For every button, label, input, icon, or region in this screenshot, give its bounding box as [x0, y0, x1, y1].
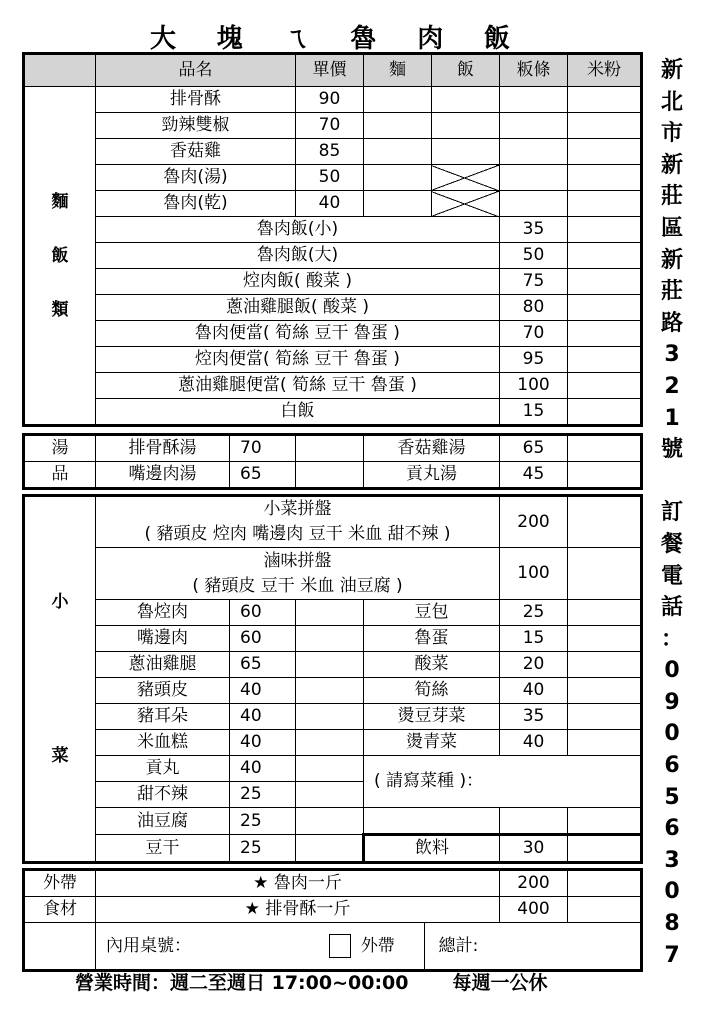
header-vermicelli: 米粉 [568, 54, 642, 87]
side-price: 25 [230, 835, 296, 863]
crossed-out-cell [432, 191, 500, 217]
side-price: 35 [500, 704, 568, 730]
sidebar-char: 6 [664, 816, 680, 842]
qty-rice-item[interactable] [568, 217, 642, 243]
category-char: 類 [51, 299, 69, 320]
closed-day: 每週一公休 [452, 972, 548, 994]
title-char: ㄟ [283, 24, 310, 54]
sidebar-char: 6 [664, 753, 680, 779]
business-hours: 營業時間：週二至週日 17:00~00:00 [75, 972, 409, 994]
side-name: 豬頭皮 [96, 678, 230, 704]
side-price: 25 [230, 782, 296, 808]
soup-price: 45 [500, 462, 568, 489]
category-sides [24, 496, 96, 863]
header-noodle: 麵 [364, 54, 432, 87]
soup-price: 65 [230, 462, 296, 489]
side-name: 筍絲 [364, 678, 500, 704]
item-price: 50 [296, 165, 364, 191]
sidebar-char: 北 [660, 89, 683, 115]
category-takeout: 外帶 [24, 870, 96, 897]
item-name: 魯肉(湯) [96, 165, 296, 191]
sidebar-char: 7 [664, 942, 680, 968]
soup-name: 香菇雞湯 [364, 435, 500, 462]
platter-cell [96, 548, 500, 600]
category-soup: 湯 [24, 435, 96, 462]
side-price: 40 [500, 730, 568, 756]
platter-cell [96, 496, 500, 548]
qty-side[interactable] [296, 652, 364, 678]
platter-price: 200 [500, 496, 568, 548]
qty-side[interactable] [296, 626, 364, 652]
side-name: 米血糕 [96, 730, 230, 756]
side-name: 蔥油雞腿 [96, 652, 230, 678]
write-in-cell[interactable] [364, 756, 642, 808]
rice-item-price: 100 [500, 373, 568, 399]
qty-vermicelli[interactable] [568, 139, 642, 165]
sidebar-char: ： [660, 626, 683, 652]
category-noodle-rice [24, 87, 96, 426]
category-takeout: 食材 [24, 897, 96, 923]
sidebar-char: 電 [660, 563, 683, 589]
qty-rice-item[interactable] [568, 373, 642, 399]
qty-side[interactable] [568, 704, 642, 730]
qty-noodle[interactable] [364, 191, 432, 217]
sidebar-char: 2 [664, 373, 680, 399]
sidebar-char: 0 [664, 879, 680, 905]
platter-name: 滷味拼盤 [263, 550, 332, 571]
item-price: 40 [296, 191, 364, 217]
write-in-label: ( 請寫菜種 )： [374, 771, 484, 792]
qty-rice-item[interactable] [568, 321, 642, 347]
qty-kuay[interactable] [500, 191, 568, 217]
side-name: 甜不辣 [96, 782, 230, 808]
side-name: 豬耳朵 [96, 704, 230, 730]
rice-item-price: 80 [500, 295, 568, 321]
noodle-rice-table [22, 52, 643, 427]
side-price: 20 [500, 652, 568, 678]
qty-side[interactable] [296, 600, 364, 626]
rice-item-name: 蔥油雞腿飯( 酸菜 ) [96, 295, 500, 321]
qty-side[interactable] [296, 835, 364, 863]
takeout-item-name: ★ 魯肉一斤 [96, 870, 500, 897]
qty-noodle[interactable] [364, 113, 432, 139]
item-name: 排骨酥 [96, 87, 296, 113]
soup-name: 排骨酥湯 [96, 435, 230, 462]
header-rice: 飯 [432, 54, 500, 87]
soup-price: 65 [500, 435, 568, 462]
sidebar-char: 訂 [660, 500, 683, 526]
side-name: 燙青菜 [364, 730, 500, 756]
qty-side[interactable] [568, 652, 642, 678]
category-char: 飯 [51, 245, 69, 266]
qty-side[interactable] [296, 808, 364, 835]
takeout-item-price: 400 [500, 897, 568, 923]
side-price: 25 [230, 808, 296, 835]
platter-detail: ( 豬頭皮 焢肉 嘴邊肉 豆干 米血 甜不辣 ) [144, 524, 451, 544]
sidebar-char: 新 [660, 58, 683, 83]
title-char: 飯 [483, 24, 510, 54]
sidebar-char: 路 [660, 310, 683, 336]
page-title [150, 18, 510, 55]
platter-price: 100 [500, 548, 568, 600]
qty-kuay[interactable] [500, 87, 568, 113]
item-price: 70 [296, 113, 364, 139]
side-price: 25 [500, 600, 568, 626]
qty-kuay[interactable] [500, 165, 568, 191]
qty-soup[interactable] [568, 435, 642, 462]
sidebar-char: 新 [660, 247, 683, 273]
rice-item-name: 焢肉便當( 筍絲 豆干 魯蛋 ) [96, 347, 500, 373]
takeout-label: 外帶 [360, 936, 395, 956]
rice-item-name: 魯肉便當( 筍絲 豆干 魯蛋 ) [96, 321, 500, 347]
side-name: 酸菜 [364, 652, 500, 678]
sidebar-char: 市 [660, 121, 683, 147]
side-price: 40 [230, 730, 296, 756]
sidebar-char: 新 [660, 152, 683, 178]
qty-takeout[interactable] [568, 870, 642, 897]
item-name: 魯肉(乾) [96, 191, 296, 217]
qty-side[interactable] [296, 704, 364, 730]
header-name: 品名 [96, 54, 296, 87]
rice-item-price: 35 [500, 217, 568, 243]
category-soup: 品 [24, 462, 96, 489]
title-char: 魯 [350, 24, 377, 54]
qty-platter[interactable] [568, 548, 642, 600]
qty-noodle[interactable] [364, 165, 432, 191]
qty-noodle[interactable] [364, 87, 432, 113]
qty-side[interactable] [568, 600, 642, 626]
header-kuay: 粄條 [500, 54, 568, 87]
order-info-row [96, 923, 642, 971]
qty-rice[interactable] [432, 139, 500, 165]
sidebar-char: 1 [664, 405, 680, 431]
soup-name: 貢丸湯 [364, 462, 500, 489]
qty-noodle[interactable] [364, 139, 432, 165]
takeout-checkbox[interactable] [329, 934, 351, 958]
sidebar-char: 餐 [660, 531, 683, 557]
blank-cell[interactable] [568, 808, 642, 835]
qty-side[interactable] [296, 678, 364, 704]
sidebar-char: 0 [664, 721, 680, 747]
side-price: 40 [230, 704, 296, 730]
qty-rice[interactable] [432, 113, 500, 139]
side-name: 魯焢肉 [96, 600, 230, 626]
sidebar-char: 3 [664, 847, 680, 873]
qty-side[interactable] [568, 730, 642, 756]
rice-item-price: 50 [500, 243, 568, 269]
crossed-out-cell [432, 165, 500, 191]
item-price: 85 [296, 139, 364, 165]
qty-rice-item[interactable] [568, 243, 642, 269]
header-price: 單價 [296, 54, 364, 87]
qty-rice-item[interactable] [568, 399, 642, 426]
qty-drink[interactable] [568, 835, 642, 863]
qty-side[interactable] [296, 756, 364, 782]
sidebar-char: 5 [664, 784, 680, 810]
qty-rice[interactable] [432, 87, 500, 113]
sidebar-char: 話 [660, 595, 683, 621]
sidebar-char: 3 [664, 342, 680, 368]
platter-name: 小菜拼盤 [263, 499, 332, 520]
rice-item-name: 白飯 [96, 399, 500, 426]
title-char: 肉 [417, 24, 444, 54]
side-name: 嘴邊肉 [96, 626, 230, 652]
side-name: 豆包 [364, 600, 500, 626]
rice-item-name: 蔥油雞腿便當( 筍絲 豆干 魯蛋 ) [96, 373, 500, 399]
table-number-label[interactable]: 內用桌號： [106, 936, 191, 956]
side-price: 65 [230, 652, 296, 678]
qty-platter[interactable] [568, 496, 642, 548]
qty-rice-item[interactable] [568, 295, 642, 321]
divider [424, 923, 425, 969]
rice-item-price: 15 [500, 399, 568, 426]
header-blank [24, 54, 96, 87]
title-char: 大 [150, 24, 177, 54]
soup-price: 70 [230, 435, 296, 462]
blank-cell[interactable] [364, 808, 500, 835]
rice-item-price: 75 [500, 269, 568, 295]
total-label[interactable]: 總計: [438, 936, 479, 956]
side-price: 15 [500, 626, 568, 652]
qty-kuay[interactable] [500, 113, 568, 139]
sidebar-char: 8 [664, 911, 680, 937]
side-price: 40 [230, 756, 296, 782]
soup-name: 嘴邊肉湯 [96, 462, 230, 489]
side-name: 魯蛋 [364, 626, 500, 652]
side-price: 60 [230, 626, 296, 652]
sidebar-char: 莊 [660, 279, 683, 305]
drink-name: 飲料 [364, 835, 500, 863]
side-name: 油豆腐 [96, 808, 230, 835]
qty-soup[interactable] [296, 435, 364, 462]
qty-rice-item[interactable] [568, 347, 642, 373]
blank-cell[interactable] [500, 808, 568, 835]
takeout-item-price: 200 [500, 870, 568, 897]
rice-item-price: 70 [500, 321, 568, 347]
drink-price: 30 [500, 835, 568, 863]
qty-vermicelli[interactable] [568, 191, 642, 217]
item-name: 勁辣雙椒 [96, 113, 296, 139]
takeout-order-table [22, 868, 643, 972]
qty-side[interactable] [296, 782, 364, 808]
business-hours-footer [75, 968, 615, 995]
qty-side[interactable] [568, 626, 642, 652]
order-blank [24, 923, 96, 971]
side-price: 40 [500, 678, 568, 704]
side-name: 貢丸 [96, 756, 230, 782]
sidebar-char: 莊 [660, 184, 683, 210]
sidebar-char: 號 [660, 437, 683, 463]
qty-side[interactable] [568, 678, 642, 704]
qty-takeout[interactable] [568, 897, 642, 923]
side-dish-table [22, 494, 643, 864]
title-char: 塊 [216, 24, 243, 54]
category-char: 小 [51, 592, 69, 612]
platter-detail: ( 豬頭皮 豆干 米血 油豆腐 ) [192, 575, 403, 596]
qty-vermicelli[interactable] [568, 113, 642, 139]
item-price: 90 [296, 87, 364, 113]
qty-vermicelli[interactable] [568, 165, 642, 191]
sidebar-char: 9 [664, 689, 680, 715]
takeout-item-name: ★ 排骨酥一斤 [96, 897, 500, 923]
item-name: 香菇雞 [96, 139, 296, 165]
qty-kuay[interactable] [500, 139, 568, 165]
side-price: 40 [230, 678, 296, 704]
rice-item-name: 魯肉飯(小) [96, 217, 500, 243]
side-name: 燙豆芽菜 [364, 704, 500, 730]
sidebar-char: 區 [660, 215, 683, 241]
sidebar-char: 0 [664, 658, 680, 684]
rice-item-price: 95 [500, 347, 568, 373]
qty-vermicelli[interactable] [568, 87, 642, 113]
side-price: 60 [230, 600, 296, 626]
qty-rice-item[interactable] [568, 269, 642, 295]
qty-soup[interactable] [568, 462, 642, 489]
qty-side[interactable] [296, 730, 364, 756]
rice-item-name: 魯肉飯(大) [96, 243, 500, 269]
soup-table [22, 433, 643, 490]
category-char: 菜 [51, 746, 69, 766]
address-phone-sidebar [652, 55, 692, 971]
qty-soup[interactable] [296, 462, 364, 489]
side-name: 豆干 [96, 835, 230, 863]
rice-item-name: 焢肉飯( 酸菜 ) [96, 269, 500, 295]
category-char: 麵 [51, 191, 69, 212]
